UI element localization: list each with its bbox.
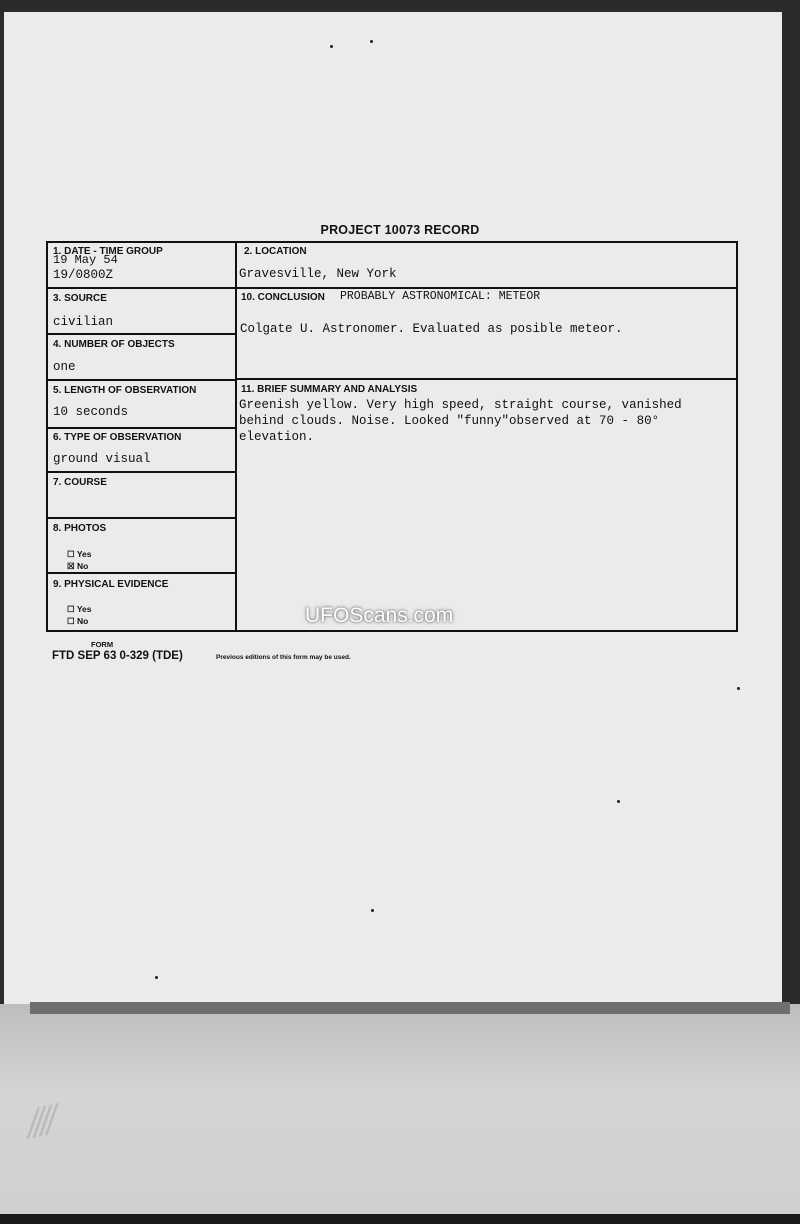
option-label: Yes [76,549,92,559]
location-value: Gravesville, New York [239,267,397,281]
scan-top-edge [0,0,800,12]
conclusion-value: PROBABLY ASTRONOMICAL: METEOR [340,290,541,303]
scan-bottom-edge [0,1214,800,1224]
row-divider [46,517,236,519]
row-divider [46,333,236,335]
scan-right-edge [782,0,800,1005]
page-edge-shadow [30,1002,790,1014]
option-label: Yes [76,604,92,614]
length-of-observation-value: 10 seconds [53,405,129,419]
location-label: 2. LOCATION [244,246,307,257]
row-divider [46,572,236,574]
under-sheet [0,1004,800,1224]
summary-line: elevation. [239,430,315,444]
checkbox-icon: ☐ [67,616,75,626]
summary-text [239,397,719,445]
number-of-objects-value: one [53,360,76,374]
source-label: 3. SOURCE [53,293,107,304]
photos-no-option [67,561,88,572]
length-of-observation-label: 5. LENGTH OF OBSERVATION [53,385,197,396]
source-value: civilian [53,315,114,329]
checkbox-checked-icon: ☒ [67,561,75,571]
record-title: PROJECT 10073 RECORD [320,223,480,237]
scan-speck [737,687,740,690]
scan-speck [155,976,158,979]
type-of-observation-value: ground visual [53,452,151,466]
physical-evidence-yes-option [67,604,92,615]
summary-label: 11. BRIEF SUMMARY AND ANALYSIS [241,384,418,395]
row-divider [46,427,236,429]
physical-evidence-label: 9. PHYSICAL EVIDENCE [53,579,169,590]
photos-label: 8. PHOTOS [53,523,107,534]
scan-artifact: ⁄⁄⁄⁄ [25,1097,60,1147]
number-of-objects-label: 4. NUMBER OF OBJECTS [53,339,175,350]
footer-form-label: FORM [91,640,114,649]
type-of-observation-label: 6. TYPE OF OBSERVATION [53,432,182,443]
summary-line: Greenish yellow. Very high speed, straight course, vanished [239,398,682,412]
summary-line: behind clouds. Noise. Looked "funny"observed at 70 - 80° [239,414,660,428]
row-divider [46,471,236,473]
date-value: 19 May 54 [53,253,118,267]
row-divider [235,287,738,289]
scan-speck [617,800,620,803]
scan-speck [370,40,373,43]
conclusion-label: 10. CONCLUSION [241,292,325,303]
physical-evidence-no-option [67,616,88,627]
row-divider [46,287,236,289]
row-divider [46,379,236,381]
footer-note: Previous editions of this form may be used. [216,654,351,661]
watermark: UFOScans.com [305,604,454,627]
checkbox-icon: ☐ [67,604,75,614]
date-time-group-label: 1. DATE - TIME GROUP [53,246,163,257]
checkbox-icon: ☐ [67,549,75,559]
conclusion-detail: Colgate U. Astronomer. Evaluated as posible meteor. [240,322,623,336]
option-label: No [77,561,89,571]
photos-yes-option [67,549,92,560]
option-label: No [77,616,89,626]
row-divider [235,378,738,380]
time-value: 19/0800Z [53,268,114,282]
footer-form-id: FTD SEP 63 0-329 (TDE) [52,650,183,662]
course-label: 7. COURSE [53,477,107,488]
scan-speck [330,45,333,48]
scan-speck [371,909,374,912]
